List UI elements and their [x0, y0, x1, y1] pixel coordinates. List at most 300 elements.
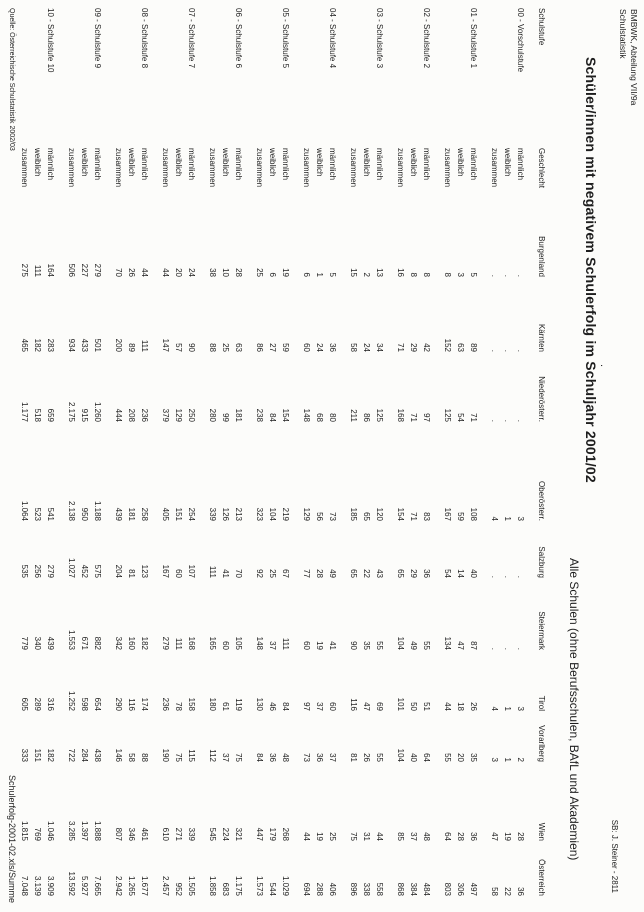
schulstufe-label: 06 - Schulstufe 6 [234, 8, 243, 69]
value-cell: 48 [281, 753, 290, 762]
column-header: Salzburg [537, 546, 546, 578]
value-cell: 148 [302, 408, 311, 422]
value-cell: 279 [46, 564, 55, 578]
value-cell: 89 [127, 343, 136, 352]
value-cell: 506 [67, 263, 76, 277]
geschlecht-label: weiblich [409, 148, 418, 177]
value-cell: 769 [33, 827, 42, 841]
value-cell: 545 [208, 827, 217, 841]
value-cell: 37 [328, 753, 337, 762]
value-cell: 47 [490, 832, 499, 841]
value-cell: 68 [315, 413, 324, 422]
value-cell: 3 [516, 706, 525, 711]
value-cell: 99 [221, 413, 230, 422]
value-cell: 250 [187, 408, 196, 422]
value-cell: 75 [174, 753, 183, 762]
geschlecht-label: weiblich [503, 148, 512, 177]
value-cell: 71 [469, 413, 478, 422]
value-cell: 119 [234, 698, 243, 711]
value-cell: 36 [315, 753, 324, 762]
value-cell: 25 [221, 343, 230, 352]
value-cell: 182 [140, 636, 149, 650]
table-row [112, 8, 125, 896]
value-cell: 185 [349, 507, 358, 521]
value-cell: 722 [67, 748, 76, 762]
value-cell: 58 [127, 753, 136, 762]
value-cell: 55 [443, 753, 452, 762]
schulstufe-label [31, 8, 44, 148]
value-cell: 101 [396, 697, 405, 711]
value-cell: 60 [174, 569, 183, 578]
value-cell: 497 [469, 882, 478, 896]
value-cell: 18 [456, 702, 465, 711]
value-cell: 439 [46, 636, 55, 650]
group-gap [104, 8, 112, 896]
value-cell: 34 [375, 343, 384, 352]
value-cell: 180 [208, 697, 217, 711]
value-cell: 36 [422, 569, 431, 578]
value-cell: 24 [315, 343, 324, 352]
value-cell: 279 [161, 636, 170, 650]
group-gap [339, 8, 347, 896]
value-cell: 84 [281, 702, 290, 711]
value-cell: 36 [469, 832, 478, 841]
value-cell: 254 [187, 507, 196, 521]
value-cell: 1.027 [67, 557, 76, 578]
value-cell: 16 [396, 268, 405, 277]
value-cell: 1.252 [67, 690, 76, 711]
value-cell: 3.285 [67, 820, 76, 841]
value-cell: 208 [127, 408, 136, 422]
geschlecht-label: weiblich [174, 148, 183, 177]
value-cell: 346 [127, 827, 136, 841]
value-cell: . [516, 419, 525, 422]
value-cell: 49 [409, 641, 418, 650]
value-cell: 67 [281, 569, 290, 578]
value-cell: 59 [281, 343, 290, 352]
column-header: Burgenland [537, 236, 546, 277]
value-cell: 167 [161, 564, 170, 578]
table-row [347, 8, 360, 896]
value-cell: 5.927 [80, 875, 89, 896]
value-cell: 321 [234, 827, 243, 841]
value-cell: 174 [140, 697, 149, 711]
value-cell: 75 [349, 832, 358, 841]
value-cell: 238 [255, 408, 264, 422]
value-cell: 181 [234, 408, 243, 422]
value-cell: 86 [255, 343, 264, 352]
table-row [266, 8, 279, 896]
value-cell: 289 [33, 697, 42, 711]
value-cell: 151 [33, 748, 42, 762]
value-cell: 168 [396, 408, 405, 422]
value-cell: 167 [443, 507, 452, 521]
geschlecht-label: zusammen [161, 148, 170, 188]
geschlecht-label: zusammen [255, 148, 264, 188]
value-cell: 438 [93, 748, 102, 762]
value-cell: 1 [503, 706, 512, 711]
value-cell: 523 [33, 507, 42, 521]
value-cell: 544 [268, 882, 277, 896]
value-cell: 148 [255, 636, 264, 650]
value-cell: 44 [443, 702, 452, 711]
geschlecht-label: weiblich [268, 148, 277, 177]
value-cell: 70 [234, 569, 243, 578]
value-cell: 279 [93, 263, 102, 277]
value-cell: 56 [315, 512, 324, 521]
value-cell: 950 [80, 507, 89, 521]
value-cell: 219 [281, 507, 290, 521]
value-cell: 6 [268, 272, 277, 277]
value-cell: 55 [375, 641, 384, 650]
value-cell: 306 [456, 882, 465, 896]
value-cell: 37 [409, 832, 418, 841]
schulstufe-label: 09 - Schulstufe 9 [93, 8, 102, 69]
value-cell: 683 [221, 882, 230, 896]
value-cell: . [490, 575, 499, 578]
value-cell: 36 [268, 753, 277, 762]
value-cell: . [503, 575, 512, 578]
value-cell: 1.046 [46, 820, 55, 841]
schulstufe-label [360, 8, 373, 148]
group-gap [57, 8, 65, 896]
value-cell: 406 [328, 882, 337, 896]
value-cell: 868 [396, 882, 405, 896]
value-cell: 28 [516, 832, 525, 841]
value-cell: 126 [221, 507, 230, 521]
table-row [300, 8, 313, 896]
value-cell: 104 [268, 507, 277, 521]
value-cell: 37 [268, 641, 277, 650]
value-cell: 70 [114, 268, 123, 277]
value-cell: 84 [268, 413, 277, 422]
value-cell: 3 [456, 272, 465, 277]
value-cell: 671 [80, 636, 89, 650]
schulstufe-label [253, 8, 266, 148]
file-reference: Schulerfolg-2001-02.xls/Summe [7, 774, 17, 903]
value-cell: 29 [409, 569, 418, 578]
value-cell: 84 [255, 753, 264, 762]
scan-artifact-dot: . [598, 364, 610, 368]
geschlecht-label: zusammen [396, 148, 405, 188]
value-cell: 25 [328, 832, 337, 841]
column-header: Tirol [537, 695, 546, 711]
table-row [18, 8, 31, 896]
table-row [488, 8, 501, 896]
value-cell: . [490, 349, 499, 352]
value-cell: 1 [503, 757, 512, 762]
value-cell: 342 [114, 636, 123, 650]
value-cell: 40 [469, 569, 478, 578]
schulstufe-label: 03 - Schulstufe 3 [375, 8, 384, 69]
geschlecht-label: männlich [422, 148, 431, 181]
value-cell: 26 [362, 753, 371, 762]
geschlecht-label: männlich [140, 148, 149, 181]
value-cell: 80 [328, 413, 337, 422]
value-cell: 81 [349, 753, 358, 762]
value-cell: 125 [375, 408, 384, 422]
value-cell: 1.188 [93, 500, 102, 521]
value-cell: 165 [208, 636, 217, 650]
value-cell: 158 [187, 697, 196, 711]
value-cell: 258 [140, 507, 149, 521]
geschlecht-label: zusammen [349, 148, 358, 188]
table-row [313, 8, 326, 896]
value-cell: 26 [469, 702, 478, 711]
value-cell: 439 [114, 507, 123, 521]
group-gap [292, 8, 300, 896]
table-row [407, 8, 420, 896]
value-cell: 65 [349, 569, 358, 578]
value-cell: 1.888 [93, 820, 102, 841]
value-cell: 339 [208, 507, 217, 521]
value-cell: 120 [375, 507, 384, 521]
value-cell: 227 [80, 263, 89, 277]
value-cell: 35 [469, 753, 478, 762]
geschlecht-label: zusammen [114, 148, 123, 188]
value-cell: 97 [302, 702, 311, 711]
value-cell: 154 [396, 507, 405, 521]
value-cell: 26 [127, 268, 136, 277]
value-cell: 1.177 [20, 401, 29, 422]
table-row [78, 8, 91, 896]
column-header: Niederösterr. [537, 376, 546, 422]
value-cell: 19 [281, 268, 290, 277]
table-row [253, 8, 266, 896]
value-cell: 1.505 [187, 875, 196, 896]
table-row [31, 8, 44, 896]
value-cell: 104 [396, 748, 405, 762]
value-cell: 49 [328, 569, 337, 578]
value-cell: 211 [349, 409, 358, 422]
value-cell: 7.665 [93, 875, 102, 896]
value-cell: 605 [20, 697, 29, 711]
value-cell: 915 [80, 408, 89, 422]
value-cell: . [516, 349, 525, 352]
geschlecht-label: männlich [328, 148, 337, 181]
value-cell: 271 [174, 827, 183, 841]
value-cell: 659 [46, 408, 55, 422]
value-cell: . [516, 647, 525, 650]
value-cell: 952 [174, 882, 183, 896]
geschlecht-label: zusammen [208, 148, 217, 188]
value-cell: 64 [422, 753, 431, 762]
value-cell: 2.457 [161, 875, 170, 896]
geschlecht-label: männlich [469, 148, 478, 181]
schulstufe-label [300, 8, 313, 148]
geschlecht-label: männlich [187, 148, 196, 181]
value-cell: 50 [409, 702, 418, 711]
column-header: Österreich [537, 859, 546, 896]
value-cell: 213 [234, 507, 243, 521]
value-cell: 182 [33, 338, 42, 352]
value-cell: 1.858 [208, 875, 217, 896]
value-cell: 518 [33, 408, 42, 422]
value-cell: 116 [349, 698, 358, 711]
value-cell: 147 [161, 338, 170, 352]
value-cell: 111 [208, 565, 217, 578]
value-cell: 111 [281, 637, 290, 650]
value-cell: 236 [140, 408, 149, 422]
table-row [65, 8, 78, 896]
value-cell: 60 [221, 641, 230, 650]
value-cell: 461 [140, 827, 149, 841]
schulstufe-label [394, 8, 407, 148]
geschlecht-label: weiblich [127, 148, 136, 177]
value-cell: 73 [302, 753, 311, 762]
geschlecht-label: weiblich [362, 148, 371, 177]
value-cell: 152 [443, 338, 452, 352]
value-cell: 22 [503, 887, 512, 896]
value-cell: 224 [221, 827, 230, 841]
value-cell: 29 [409, 343, 418, 352]
value-cell: 1.029 [281, 875, 290, 896]
schulstufe-label [347, 8, 360, 148]
value-cell: 284 [80, 748, 89, 762]
group-gap [433, 8, 441, 896]
value-cell: 541 [46, 507, 55, 521]
value-cell: 236 [161, 697, 170, 711]
geschlecht-label: zusammen [443, 148, 452, 188]
geschlecht-label: männlich [93, 148, 102, 181]
value-cell: 19 [315, 641, 324, 650]
value-cell: 8 [443, 272, 452, 277]
value-cell: 28 [315, 569, 324, 578]
table-row [394, 8, 407, 896]
table-row [172, 8, 185, 896]
value-cell: 129 [302, 507, 311, 521]
schulstufe-label [488, 8, 501, 148]
geschlecht-label: weiblich [456, 148, 465, 177]
value-cell: 41 [328, 641, 337, 650]
value-cell: 1.815 [20, 820, 29, 841]
value-cell: 323 [255, 507, 264, 521]
value-cell: 694 [302, 882, 311, 896]
table-row [185, 8, 198, 896]
value-cell: 42 [422, 343, 431, 352]
value-cell: 54 [456, 413, 465, 422]
column-header: Wien [537, 822, 546, 841]
value-cell: 3.909 [46, 875, 55, 896]
schulstufe-label [407, 8, 420, 148]
value-cell: 384 [409, 882, 418, 896]
value-cell: 8 [409, 272, 418, 277]
value-cell: 41 [221, 569, 230, 578]
value-cell: . [516, 575, 525, 578]
value-cell: 38 [208, 268, 217, 277]
schulstufe-label [172, 8, 185, 148]
value-cell: 2.942 [114, 875, 123, 896]
value-cell: 71 [396, 343, 405, 352]
table-row [219, 8, 232, 896]
table-row [138, 8, 151, 896]
value-cell: 20 [174, 268, 183, 277]
value-cell: 31 [362, 832, 371, 841]
table-row [501, 8, 514, 896]
value-cell: 598 [80, 697, 89, 711]
table-row [279, 8, 292, 896]
schulstufe-label [18, 8, 31, 148]
value-cell: 275 [20, 263, 29, 277]
value-cell: 934 [67, 338, 76, 352]
value-cell: 4 [490, 516, 499, 521]
schulstufe-label [501, 8, 514, 148]
table-row [467, 8, 480, 896]
value-cell: 1.265 [127, 875, 136, 896]
value-cell: 379 [161, 408, 170, 422]
value-cell: 1.553 [67, 629, 76, 650]
value-cell: 535 [20, 564, 29, 578]
value-cell: 112 [208, 749, 217, 762]
value-cell: 283 [46, 338, 55, 352]
schulstufe-label: 00 - Vorschulstufe [516, 8, 525, 73]
value-cell: 3 [516, 516, 525, 521]
value-cell: 1 [315, 272, 324, 277]
value-cell: 60 [328, 702, 337, 711]
schulstufe-label: 01 - Schulstufe 1 [469, 8, 478, 69]
group-gap [386, 8, 394, 896]
value-cell: 654 [93, 697, 102, 711]
table-row [91, 8, 104, 896]
department-line2: Schulstatistik [618, 9, 628, 59]
value-cell: 37 [221, 753, 230, 762]
value-cell: 28 [456, 832, 465, 841]
value-cell: 3.139 [33, 875, 42, 896]
value-cell: 24 [362, 343, 371, 352]
value-cell: 44 [302, 832, 311, 841]
value-cell: 88 [140, 753, 149, 762]
value-cell: 86 [362, 413, 371, 422]
value-cell: 105 [234, 636, 243, 650]
value-cell: 58 [490, 887, 499, 896]
geschlecht-label: männlich [375, 148, 384, 181]
value-cell: 339 [187, 827, 196, 841]
value-cell: 77 [302, 569, 311, 578]
statistics-table [18, 8, 548, 896]
value-cell: 43 [375, 569, 384, 578]
value-cell: 558 [375, 882, 384, 896]
value-cell: . [490, 274, 499, 277]
value-cell: 146 [114, 748, 123, 762]
value-cell: 484 [422, 882, 431, 896]
table-row [44, 8, 57, 896]
value-cell: 129 [174, 408, 183, 422]
value-cell: 268 [281, 827, 290, 841]
value-cell: 46 [268, 702, 277, 711]
geschlecht-label: zusammen [490, 148, 499, 188]
value-cell: 71 [409, 512, 418, 521]
value-cell: 5 [469, 272, 478, 277]
schulstufe-label [78, 8, 91, 148]
value-cell: 2 [516, 757, 525, 762]
column-header: Geschlecht [537, 148, 546, 189]
value-cell: 88 [208, 343, 217, 352]
schulstufe-label [454, 8, 467, 148]
group-gap [527, 8, 535, 896]
schulstufe-label: 04 - Schulstufe 4 [328, 8, 337, 69]
value-cell: 89 [469, 343, 478, 352]
value-cell: 51 [422, 702, 431, 711]
value-cell: 75 [234, 753, 243, 762]
value-cell: 204 [114, 564, 123, 578]
value-cell: 154 [281, 408, 290, 422]
value-cell: 123 [140, 564, 149, 578]
value-cell: . [516, 274, 525, 277]
column-header: Schulstufe [537, 8, 546, 46]
group-gap [151, 8, 159, 896]
value-cell: 338 [362, 882, 371, 896]
value-cell: 882 [93, 636, 102, 650]
